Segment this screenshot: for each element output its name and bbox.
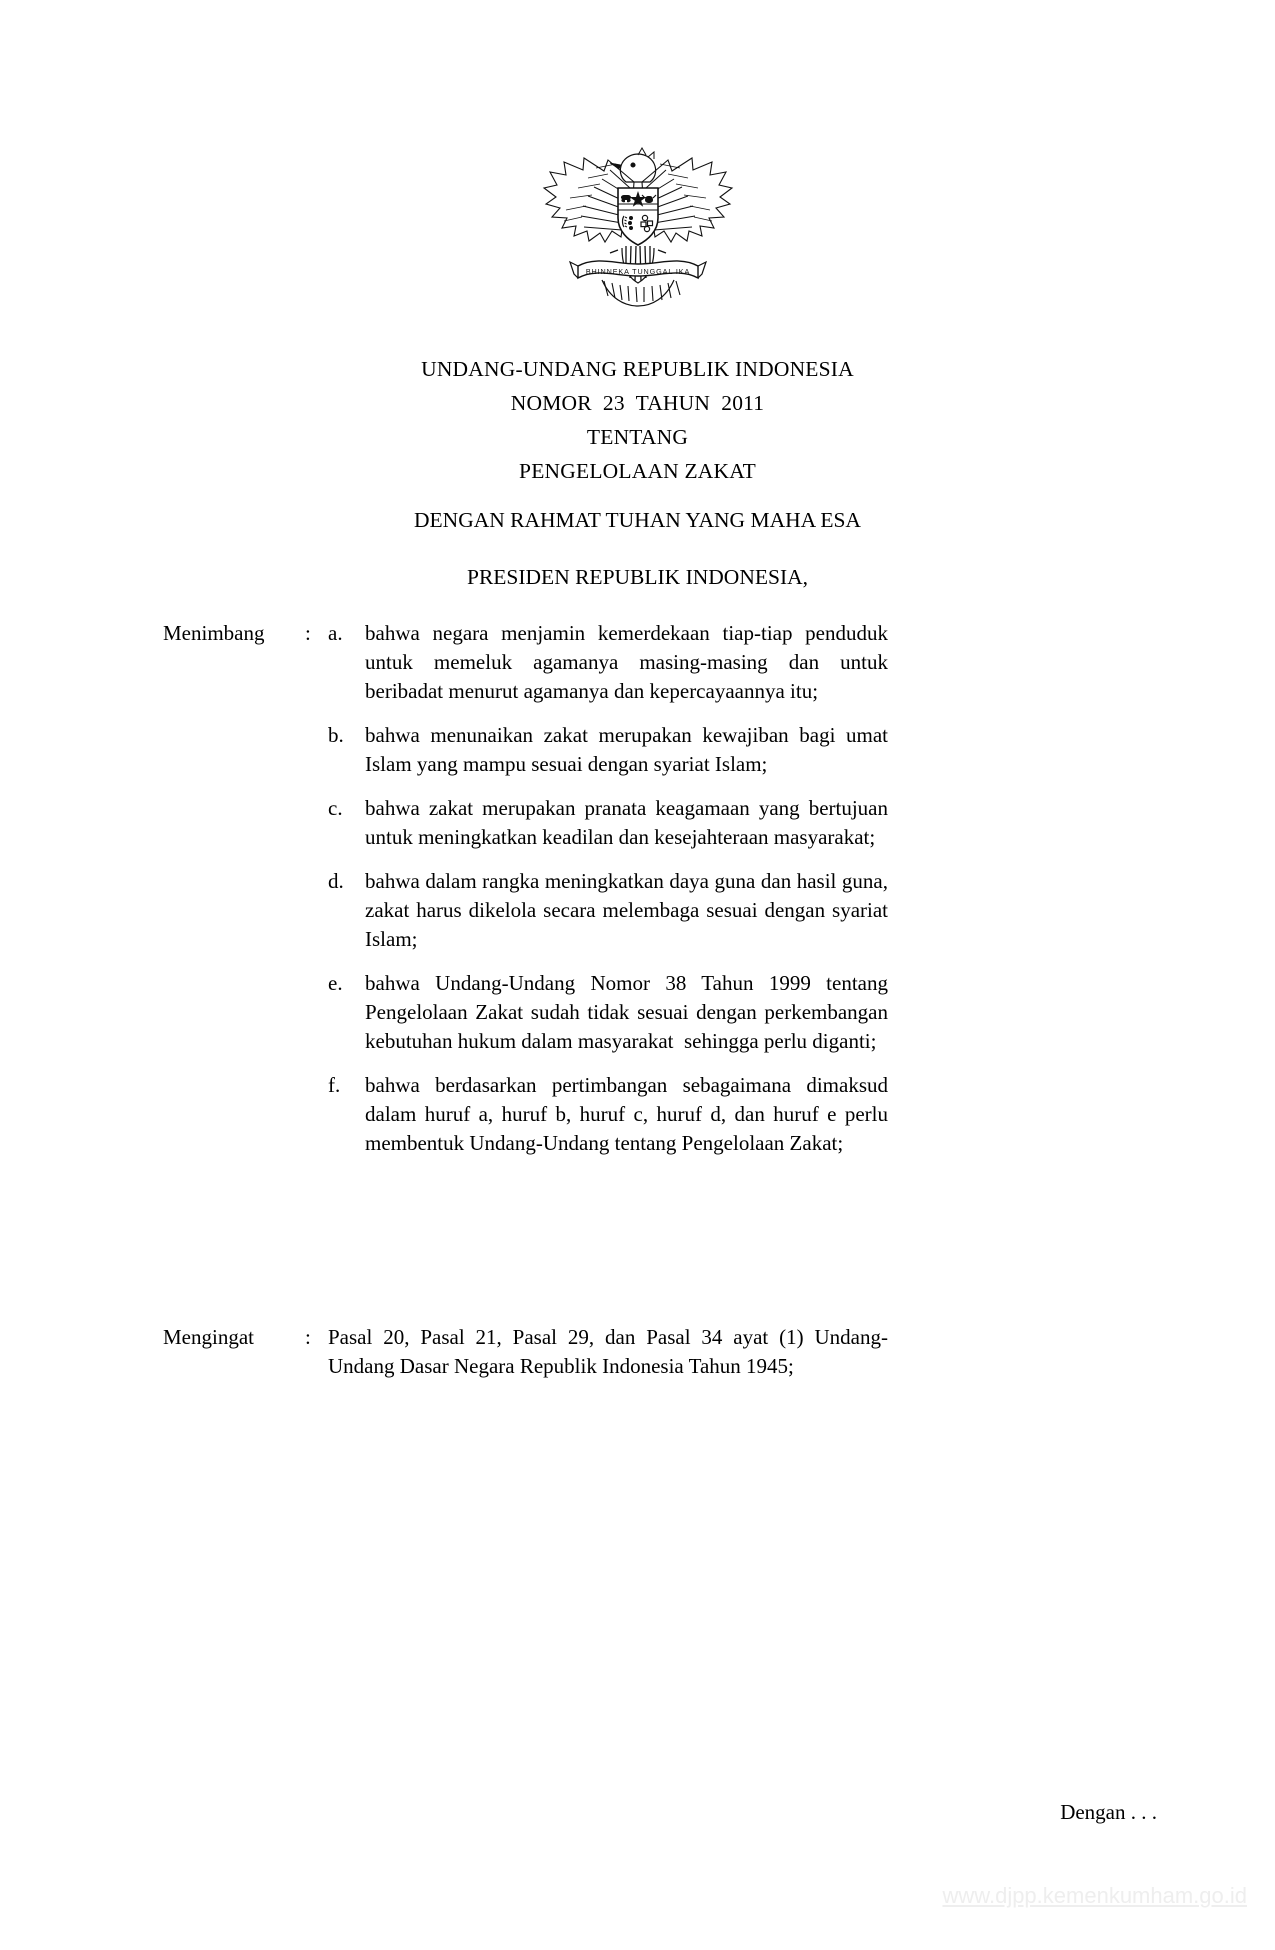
mengingat-section [163,1323,888,1381]
mengingat-body [328,1323,888,1381]
garuda-pancasila-emblem [538,138,738,316]
item-letter: a. [328,621,343,645]
list-item [328,1071,894,1158]
list-item [328,867,894,954]
item-letter: b. [328,723,344,747]
invocation-line: DENGAN RAHMAT TUHAN YANG MAHA ESA [414,508,861,532]
item-text: bahwa menunaikan zakat merupakan kewajiban bagi umat Islam yang mampu sesuai dengan syariat Islam; [365,723,894,776]
menimbang-colon: : [305,621,311,645]
catchword: Dengan . . . [1060,1800,1157,1824]
list-item [328,619,894,706]
item-text: bahwa negara menjamin kemerdekaan tiap-tiap penduduk untuk memeluk agamanya masing-masing dan untuk beribadat menurut agamanya dan kepercayaannya itu; [365,621,894,703]
list-item [328,969,894,1056]
page-title: UNDANG-UNDANG REPUBLIK INDONESIA [421,357,854,381]
item-letter: f. [328,1073,341,1097]
list-item [328,794,894,852]
item-text: bahwa dalam rangka meningkatkan daya guna dan hasil guna, zakat harus dikelola secara melembaga sesuai dengan syariat Islam; [365,869,894,951]
item-text: bahwa zakat merupakan pranata keagamaan yang bertujuan untuk meningkatkan keadilan dan kesejahteraan masyarakat; [365,796,894,849]
document-number: NOMOR 23 TAHUN 2011 [510,391,765,415]
menimbang-items [328,619,894,1158]
svg-text:BHINNEKA TUNGGAL IKA: BHINNEKA TUNGGAL IKA [585,267,690,276]
watermark-url: www.djpp.kemenkumham.go.id [942,1883,1247,1908]
menimbang-label: Menimbang [163,621,265,645]
mengingat-label: Mengingat [163,1325,254,1349]
item-letter: d. [328,869,344,893]
mengingat-row [163,1323,888,1381]
mengingat-colon: : [305,1325,311,1349]
document-title-block [0,352,1275,488]
item-text: bahwa berdasarkan pertimbangan sebagaimana dimaksud dalam huruf a, huruf b, huruf c, huruf d, dan huruf e perlu membentuk Undang-Undang tentang Pengelolaan Zakat; [365,1073,894,1155]
document-subject: PENGELOLAAN ZAKAT [519,459,756,483]
menimbang-row [163,619,894,1158]
item-letter: c. [328,796,343,820]
item-text: bahwa Undang-Undang Nomor 38 Tahun 1999 tentang Pengelolaan Zakat sudah tidak sesuai dengan perkembangan kebutuhan hukum dalam masyarakat sehingga perlu diganti; [365,971,894,1053]
about-label: TENTANG [586,425,689,449]
menimbang-section [163,619,894,1158]
emblem-container [0,138,1275,321]
authority-line: PRESIDEN REPUBLIK INDONESIA, [466,565,809,589]
item-letter: e. [328,971,343,995]
list-item [328,721,894,779]
mengingat-text: Pasal 20, Pasal 21, Pasal 29, dan Pasal 34 ayat (1) Undang-Undang Dasar Negara Republik Indonesia Tahun 1945; [328,1325,888,1378]
